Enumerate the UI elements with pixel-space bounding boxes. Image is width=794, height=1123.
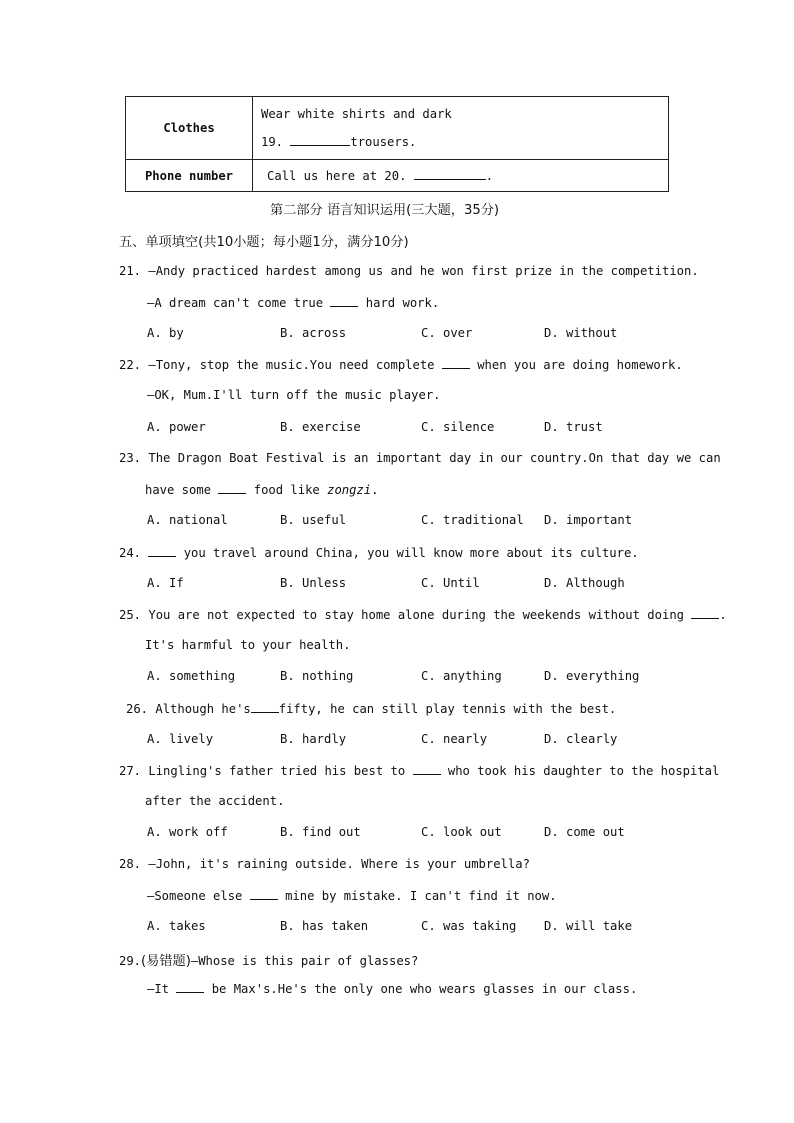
question-27-line-1: [119, 763, 719, 778]
question-text: Lingling's father tried his best to: [148, 764, 406, 778]
info-table: [125, 96, 669, 192]
question-22-line-1: [119, 357, 683, 372]
question-number: 19.: [261, 135, 284, 149]
table-row: [126, 160, 669, 192]
option-a: A. power: [147, 420, 206, 434]
option-a: A. something: [147, 669, 236, 683]
phone-end: .: [485, 169, 494, 183]
option-d: D. come out: [544, 825, 625, 839]
option-b: B. exercise: [280, 420, 361, 434]
question-text: hard work.: [365, 296, 440, 310]
question-text: You are not expected to stay home alone during the weekends without doing: [148, 608, 684, 622]
question-text: you travel around China, you will know more about its culture.: [183, 546, 639, 560]
answer-blank: [442, 357, 470, 369]
row-label-clothes: Clothes: [126, 97, 253, 160]
question-text: —It: [147, 982, 170, 996]
question-text: have some: [145, 483, 212, 497]
question-number: 27.: [119, 764, 142, 778]
option-c: C. anything: [421, 669, 502, 683]
answer-blank: [691, 607, 719, 619]
option-a: A. national: [147, 513, 228, 527]
question-number: 22.: [119, 358, 142, 372]
question-28-line-1: [119, 857, 530, 871]
option-c: C. traditional: [421, 513, 524, 527]
question-text: mine by mistake. I can't find it now.: [285, 889, 557, 903]
question-text: —Whose is this pair of glasses?: [190, 954, 419, 968]
option-d: D. clearly: [544, 732, 618, 746]
option-d: D. everything: [544, 669, 640, 683]
option-c: C. nearly: [421, 732, 488, 746]
question-21-line-2: [147, 295, 439, 310]
question-text: who took his daughter to the hospital: [447, 764, 720, 778]
table-row: [126, 97, 669, 160]
answer-blank: [290, 134, 350, 146]
option-b: B. has taken: [280, 919, 369, 933]
row-value-clothes: [253, 97, 669, 160]
question-24-line-1: [119, 545, 639, 560]
question-text: The Dragon Boat Festival is an important day in our country.On that day we can: [148, 451, 721, 465]
question-25-line-2: It's harmful to your health.: [145, 638, 351, 652]
option-c: C. was taking: [421, 919, 517, 933]
option-c: C. silence: [421, 420, 495, 434]
option-b: B. find out: [280, 825, 361, 839]
question-number: 25.: [119, 608, 142, 622]
question-text: when you are doing homework.: [477, 358, 683, 372]
question-text: be Max's.He's the only one who wears glasses in our class.: [211, 982, 638, 996]
question-25-line-1: [119, 607, 727, 622]
answer-blank: [330, 295, 358, 307]
question-28-line-2: [147, 888, 557, 903]
question-text: —John, it's raining outside. Where is your umbrella?: [148, 857, 530, 871]
option-a: A. lively: [147, 732, 214, 746]
option-b: B. hardly: [280, 732, 347, 746]
question-text: Although he's: [155, 702, 251, 716]
option-c: C. Until: [421, 576, 480, 590]
question-26-line-1: [126, 701, 616, 716]
question-text: fifty, he can still play tennis with the best.: [278, 702, 617, 716]
option-a: A. by: [147, 326, 184, 340]
question-text: —Andy practiced hardest among us and he won first prize in the competition.: [148, 264, 699, 278]
question-text: —Someone else: [147, 889, 243, 903]
option-a: A. If: [147, 576, 184, 590]
question-number: 28.: [119, 857, 142, 871]
answer-blank: [176, 981, 204, 993]
answer-blank: [413, 763, 441, 775]
question-29-line-1: [119, 950, 418, 969]
italic-term: zongzi: [327, 483, 372, 497]
answer-blank: [251, 701, 279, 713]
question-21-line-1: [119, 264, 699, 278]
question-number: 26.: [126, 702, 149, 716]
clothes-line-2-text: trousers.: [350, 135, 417, 149]
answer-blank: [148, 545, 176, 557]
option-d: D. trust: [544, 420, 603, 434]
option-a: A. work off: [147, 825, 228, 839]
section-title: 五、单项填空(共10小题；每小题1分，满分10分): [119, 235, 409, 250]
option-b: B. Unless: [280, 576, 347, 590]
answer-blank: [218, 482, 246, 494]
part-title: 第二部分 语言知识运用(三大题，35分): [270, 203, 500, 218]
question-text: .: [719, 608, 727, 622]
question-number: 23.: [119, 451, 142, 465]
option-b: B. across: [280, 326, 347, 340]
option-d: D. important: [544, 513, 633, 527]
question-number: 29.: [119, 954, 142, 968]
answer-blank: [250, 888, 278, 900]
option-d: D. Although: [544, 576, 625, 590]
option-b: B. nothing: [280, 669, 354, 683]
question-27-line-2: after the accident.: [145, 794, 285, 808]
answer-blank: [414, 168, 486, 180]
question-tag: (易错题): [141, 954, 191, 969]
question-22-line-2: —OK, Mum.I'll turn off the music player.: [147, 388, 441, 402]
option-c: C. look out: [421, 825, 502, 839]
phone-text: Call us here at 20.: [267, 169, 407, 183]
question-23-line-2: have some food like zongzi.: [145, 483, 379, 497]
clothes-line-2: [261, 134, 668, 149]
question-text: food like: [253, 483, 320, 497]
question-text: —Tony, stop the music.You need complete: [148, 358, 435, 372]
option-a: A. takes: [147, 919, 206, 933]
question-29-line-2: [147, 981, 637, 996]
option-b: B. useful: [280, 513, 347, 527]
option-d: D. will take: [544, 919, 633, 933]
row-label-phone: Phone number: [126, 160, 253, 192]
row-value-phone: [253, 160, 669, 192]
question-number: 21.: [119, 264, 142, 278]
question-number: 24.: [119, 546, 142, 560]
clothes-line-1: Wear white shirts and dark: [261, 107, 452, 121]
question-text: —A dream can't come true: [147, 296, 324, 310]
question-23-line-1: [119, 451, 721, 465]
option-d: D. without: [544, 326, 618, 340]
option-c: C. over: [421, 326, 473, 340]
